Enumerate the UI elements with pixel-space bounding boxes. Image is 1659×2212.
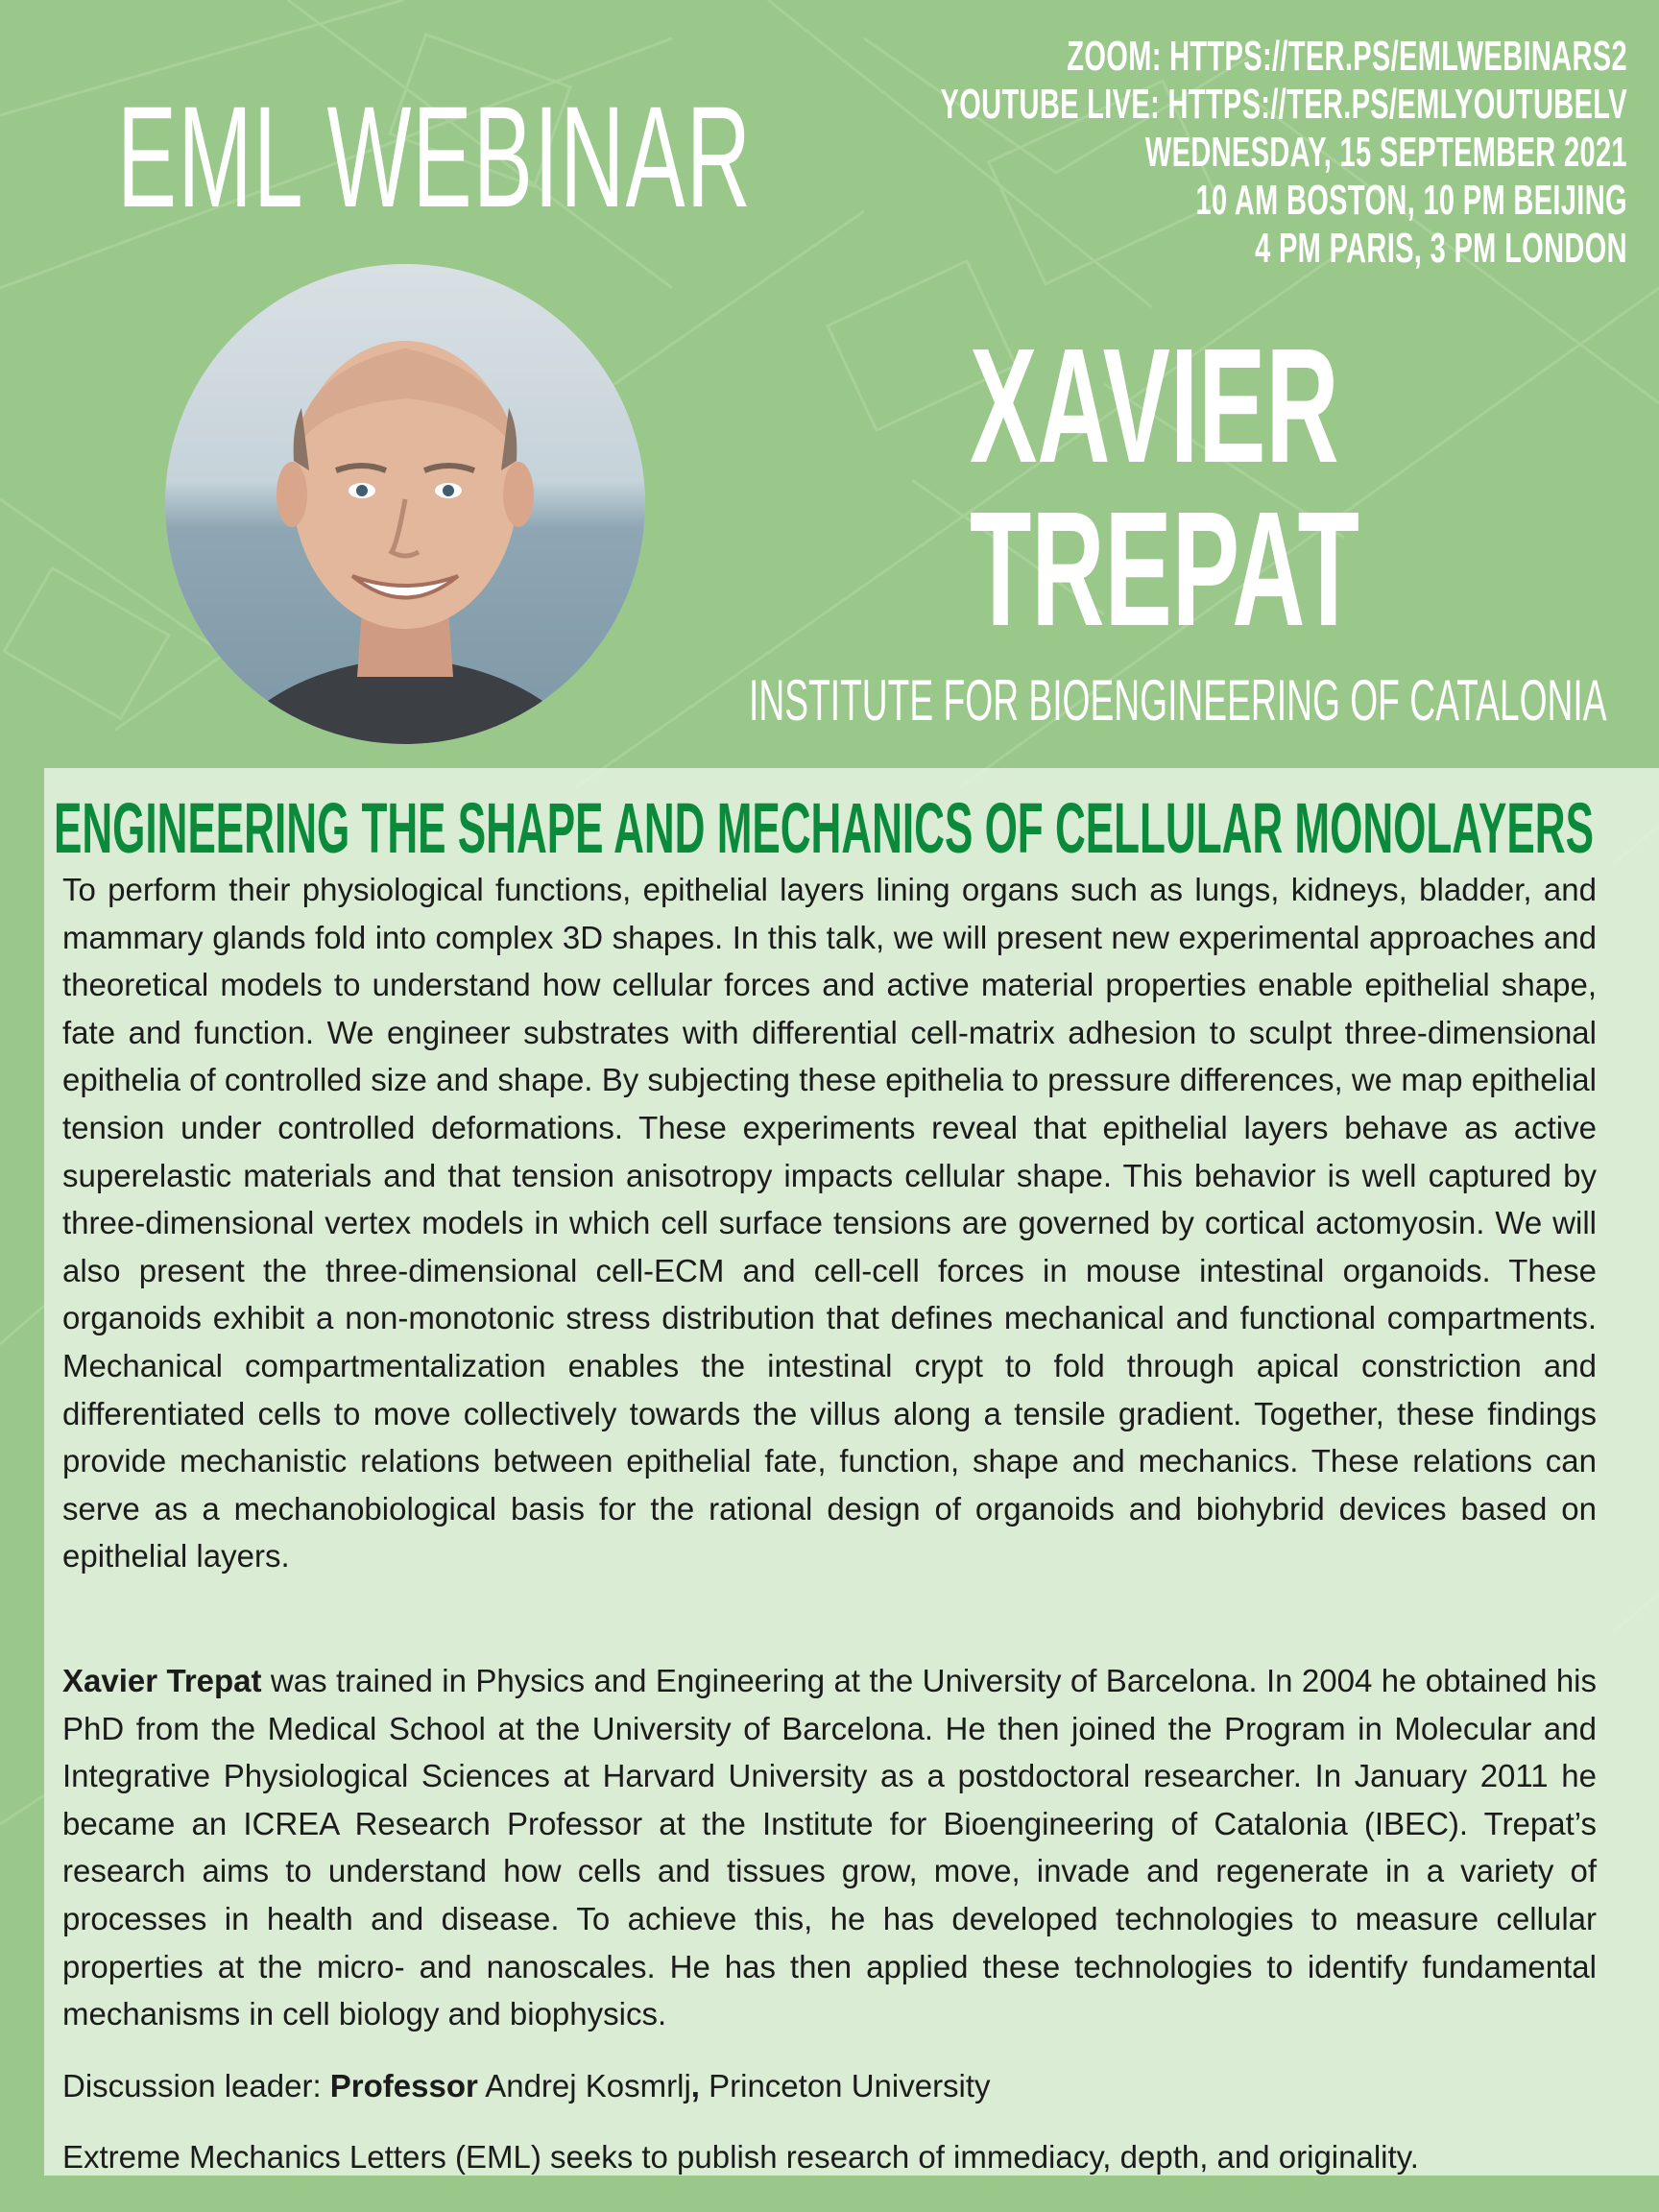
webinar-series-title: EML WEBINAR — [117, 76, 753, 237]
zoom-link[interactable]: ZOOM: HTTPS://TER.PS/EMLWEBINARS2 — [1067, 33, 1627, 80]
speaker-affiliation: INSTITUTE FOR BIOENGINEERING OF CATALONIA — [749, 668, 1607, 733]
bio-text: was trained in Physics and Engineering at the University of Barcelona. In 2004 he obtained his PhD from the Medical School at the University of Barcelona. He then joined the Program in Molecular and Integrative Physiological Sciences at Harvard University as a postdoctoral researcher. In January 2011 he became an ICREA Research Professor at the Institute for Bioengineering of Catalonia (IBEC). Trepat’s research aims to understand how cells and tissues grow, move, invade and regenerate in a variety of processes in health and disease. To achieve this, he has developed technologies to measure cellular properties at the micro- and nanoscales. He has then applied these technologies to identify fundamental mechanisms in cell biology and biophysics. — [62, 1663, 1598, 2032]
discussion-institution: Princeton University — [699, 2068, 991, 2104]
event-info-block — [587, 33, 1627, 273]
speaker-first-name: XAVIER — [970, 315, 1339, 497]
speaker-last-name: TREPAT — [970, 478, 1359, 661]
talk-abstract: To perform their physiological functions, epithelial layers lining organs such as lungs, kidneys, bladder, and mammary glands fold into complex 3D shapes. In this talk, we will present new experimental approaches and theoretical models to understand how cellular forces and active material properties enable epithelial shape, fate and function. We engineer substrates with differential cell-matrix adhesion to sculpt three-dimensional epithelia of controlled size and shape. By subjecting these epithelia to pressure differences, we map epithelial tension under controlled deformations. These experiments reveal that epithelial layers behave as active superelastic materials and that tension anisotropy impacts cellular shape. This behavior is well captured by three-dimensional vertex models in which cell surface tensions are governed by cortical actomyosin. We will also present the three-dimensional cell-ECM and cell-cell forces in mouse intestinal organoids. These organoids exhibit a non-monotonic stress distribution that defines mechanical and functional compartments. Mechanical compartmentalization enables the intestinal crypt to fold through apical constriction and differentiated cells to move collectively towards the villus along a tensile gradient. Together, these findings provide mechanistic relations between epithelial fate, function, shape and mechanics. These relations can serve as a mechanobiological basis for the rational design of organoids and biohybrid devices based on epithelial layers. — [62, 872, 1597, 1575]
discussion-comma: , — [690, 2068, 700, 2104]
event-time-1: 10 AM BOSTON, 10 PM BEIJING — [1195, 177, 1627, 224]
bio-speaker-name: Xavier Trepat — [62, 1663, 262, 1698]
discussion-leader — [62, 2062, 1597, 2110]
speaker-name — [970, 315, 1599, 661]
speaker-bio — [62, 1657, 1597, 2038]
discussion-name: Andrej Kosmrlj — [477, 2068, 691, 2104]
discussion-label: Discussion leader: — [62, 2068, 330, 2104]
youtube-link[interactable]: YOUTUBE LIVE: HTTPS://TER.PS/EMLYOUTUBELV — [940, 81, 1627, 128]
discussion-title: Professor — [329, 2068, 478, 2104]
journal-note: Extreme Mechanics Letters (EML) seeks to publish research of immediacy, depth, and originality. — [62, 2139, 1419, 2175]
speaker-photo — [165, 264, 645, 744]
event-date: WEDNESDAY, 15 SEPTEMBER 2021 — [1144, 129, 1627, 176]
event-time-2: 4 PM PARIS, 3 PM LONDON — [1255, 225, 1627, 272]
talk-title: ENGINEERING THE SHAPE AND MECHANICS OF CELLULAR MONOLAYERS — [54, 788, 1594, 868]
